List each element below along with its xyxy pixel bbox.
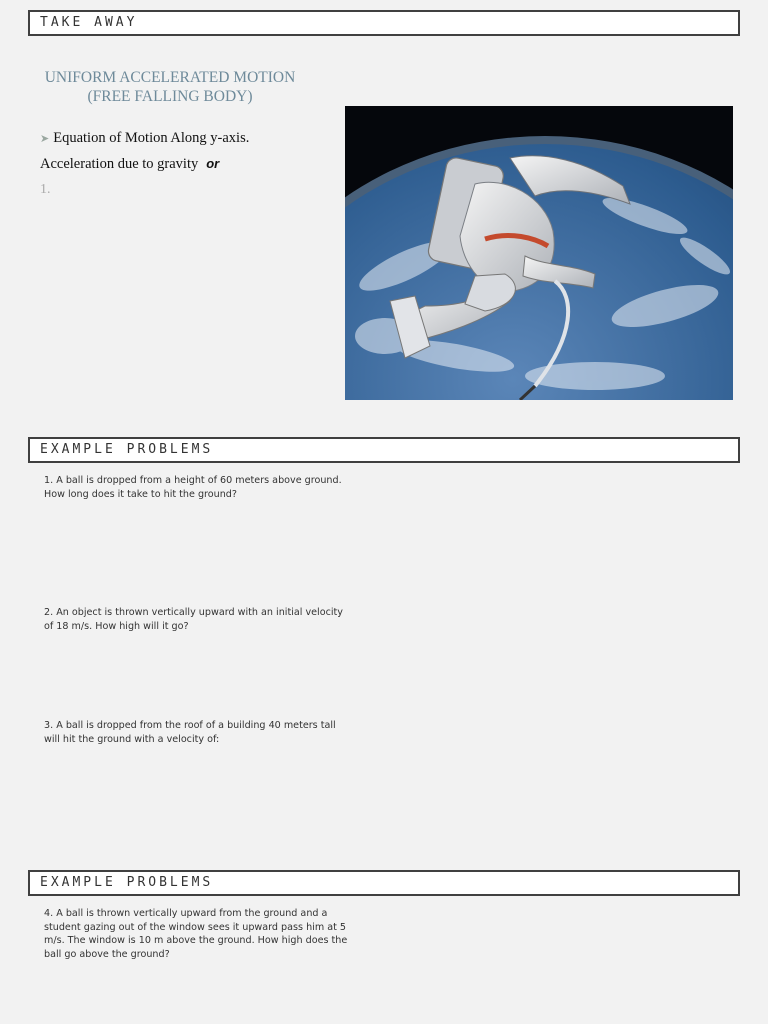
acceleration-or: or (206, 156, 220, 171)
arrow-bullet-icon: ➤ (40, 133, 50, 145)
equation-bullet-text: Equation of Motion Along y-axis. (53, 130, 250, 146)
list-marker: 1. (40, 182, 51, 197)
acceleration-label: Acceleration due to gravity (40, 156, 199, 172)
section-header-example-problems-2 (28, 870, 740, 896)
problem-3: 3. A ball is dropped from the roof of a building 40 meters tall will hit the ground with a velocity of: (44, 720, 336, 745)
section-header-example-problems (28, 437, 740, 463)
equation-bullet (40, 130, 249, 147)
problem-1: 1. A ball is dropped from a height of 60 meters above ground. How long does it take to hit the ground? (44, 475, 342, 500)
lesson-title: UNIFORM ACCELERATED MOTION (FREE FALLING BODY) (44, 69, 296, 105)
problem-4: 4. A ball is thrown vertically upward from the ground and a student gazing out of the window sees it upward pass him at 5 m/s. The window is 10 m above the ground. How high does the ball go above the ground? (44, 908, 348, 960)
acceleration-line (40, 156, 219, 173)
section-header-label: EXAMPLE PROBLEMS (40, 875, 214, 890)
section-header-label: TAKE AWAY (40, 15, 138, 30)
section-header-label: EXAMPLE PROBLEMS (40, 442, 214, 457)
astronaut-earth-photo (345, 106, 733, 400)
section-header-take-away (28, 10, 740, 36)
problem-2: 2. An object is thrown vertically upward with an initial velocity of 18 m/s. How high will it go? (44, 607, 343, 632)
